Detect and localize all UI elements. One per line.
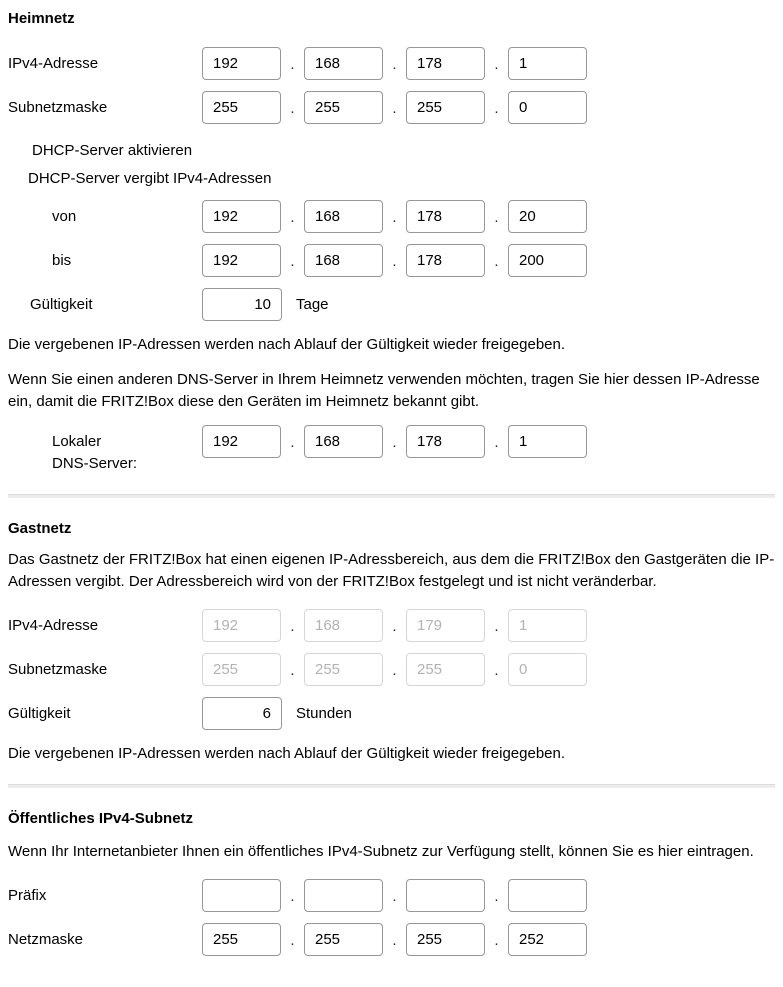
netmask-octet-1[interactable] xyxy=(202,923,281,956)
netmask-octet-3[interactable] xyxy=(406,923,485,956)
netmask-octet-2[interactable] xyxy=(304,923,383,956)
dhcp-to-label: bis xyxy=(52,251,72,269)
gastnetz-subnet-octet-2 xyxy=(304,653,383,686)
heimnetz-ipv4-octet-2[interactable] xyxy=(304,47,383,80)
netmask-row xyxy=(8,923,775,956)
gastnetz-heading: Gastnetz xyxy=(8,520,72,537)
netmask-octet-4[interactable] xyxy=(508,923,587,956)
dhcp-from-octet-3[interactable] xyxy=(406,200,485,233)
ip-dot-separator: . xyxy=(494,618,499,635)
gastnetz-subnet-octet-3 xyxy=(406,653,485,686)
dhcp-to-octet-1[interactable] xyxy=(202,244,281,277)
heimnetz-subnet-octet-4[interactable] xyxy=(508,91,587,124)
section-heimnetz xyxy=(8,10,775,475)
gastnetz-validity-unit: Stunden xyxy=(296,705,352,722)
ip-dot-separator: . xyxy=(494,932,499,949)
heimnetz-release-note: Die vergebenen IP-Adressen werden nach Ablauf der Gültigkeit wieder freigegeben. xyxy=(8,336,566,353)
heimnetz-subnet-octet-1[interactable] xyxy=(202,91,281,124)
ip-dot-separator: . xyxy=(494,56,499,73)
gastnetz-validity-label: Gültigkeit xyxy=(8,704,71,722)
netmask-label: Netzmaske xyxy=(8,930,84,948)
ip-dot-separator: . xyxy=(392,100,397,117)
dhcp-range-rows xyxy=(8,200,775,321)
gastnetz-validity-input[interactable] xyxy=(202,697,282,730)
ip-dot-separator: . xyxy=(494,662,499,679)
section-divider xyxy=(8,494,775,498)
heimnetz-ipv4-row xyxy=(8,47,775,80)
ip-dot-separator: . xyxy=(290,253,295,270)
dhcp-range-label: DHCP-Server vergibt IPv4-Adressen xyxy=(28,170,272,187)
ip-dot-separator: . xyxy=(290,434,295,451)
ip-dot-separator: . xyxy=(494,209,499,226)
gastnetz-subnet-row xyxy=(8,653,775,686)
ip-dot-separator: . xyxy=(392,932,397,949)
gastnetz-ipv4-row xyxy=(8,609,775,642)
local-dns-row xyxy=(8,425,775,475)
public-subnet-heading: Öffentliches IPv4-Subnetz xyxy=(8,810,194,827)
dhcp-to-input-group xyxy=(202,244,587,277)
prefix-input-group xyxy=(202,879,587,912)
heimnetz-subnet-octet-3[interactable] xyxy=(406,91,485,124)
gastnetz-subnet-input-group xyxy=(202,653,587,686)
heimnetz-validity-label: Gültigkeit xyxy=(30,295,93,313)
heimnetz-validity-row xyxy=(8,288,775,321)
heimnetz-ipv4-label: IPv4-Adresse xyxy=(8,54,99,72)
section-divider xyxy=(8,784,775,788)
ip-dot-separator: . xyxy=(290,618,295,635)
ip-dot-separator: . xyxy=(392,209,397,226)
prefix-octet-3[interactable] xyxy=(406,879,485,912)
gastnetz-ipv4-octet-4 xyxy=(508,609,587,642)
ip-dot-separator: . xyxy=(290,888,295,905)
dhcp-to-octet-4[interactable] xyxy=(508,244,587,277)
heimnetz-subnet-input-group xyxy=(202,91,587,124)
ip-dot-separator: . xyxy=(290,56,295,73)
dhcp-from-label: von xyxy=(52,207,77,225)
section-gastnetz xyxy=(8,520,775,765)
prefix-label: Präfix xyxy=(8,886,47,904)
ip-dot-separator: . xyxy=(392,56,397,73)
dhcp-server-block xyxy=(8,143,775,186)
gastnetz-ipv4-octet-3 xyxy=(406,609,485,642)
gastnetz-subnet-label: Subnetzmaske xyxy=(8,660,108,678)
gastnetz-subnet-octet-1 xyxy=(202,653,281,686)
heimnetz-heading: Heimnetz xyxy=(8,10,75,27)
ip-dot-separator: . xyxy=(290,209,295,226)
ip-dot-separator: . xyxy=(392,434,397,451)
heimnetz-validity-input[interactable] xyxy=(202,288,282,321)
local-dns-octet-1[interactable] xyxy=(202,425,281,458)
gastnetz-ipv4-octet-1 xyxy=(202,609,281,642)
prefix-row xyxy=(8,879,775,912)
ip-dot-separator: . xyxy=(392,618,397,635)
heimnetz-validity-unit: Tage xyxy=(296,296,329,313)
heimnetz-ipv4-input-group xyxy=(202,47,587,80)
dhcp-to-octet-2[interactable] xyxy=(304,244,383,277)
dhcp-to-octet-3[interactable] xyxy=(406,244,485,277)
heimnetz-subnet-octet-2[interactable] xyxy=(304,91,383,124)
gastnetz-ipv4-label: IPv4-Adresse xyxy=(8,616,99,634)
ip-dot-separator: . xyxy=(494,253,499,270)
ip-dot-separator: . xyxy=(392,888,397,905)
ip-dot-separator: . xyxy=(392,253,397,270)
dhcp-from-octet-4[interactable] xyxy=(508,200,587,233)
ip-dot-separator: . xyxy=(290,932,295,949)
gastnetz-release-note: Die vergebenen IP-Adressen werden nach Ablauf der Gültigkeit wieder freigegeben. xyxy=(8,745,566,762)
dhcp-from-octet-2[interactable] xyxy=(304,200,383,233)
ip-dot-separator: . xyxy=(392,662,397,679)
netmask-input-group xyxy=(202,923,587,956)
public-subnet-intro: Wenn Ihr Internetanbieter Ihnen ein öffentliches IPv4-Subnetz zur Verfügung stellt, können Sie es hier eintragen. xyxy=(8,843,754,860)
section-public-subnet xyxy=(8,810,775,956)
prefix-octet-4[interactable] xyxy=(508,879,587,912)
local-dns-octet-4[interactable] xyxy=(508,425,587,458)
gastnetz-ipv4-octet-2 xyxy=(304,609,383,642)
dhcp-enable-label[interactable]: DHCP-Server aktivieren xyxy=(32,142,193,159)
dhcp-to-row xyxy=(8,244,775,277)
heimnetz-ipv4-octet-3[interactable] xyxy=(406,47,485,80)
gastnetz-subnet-octet-4 xyxy=(508,653,587,686)
ip-dot-separator: . xyxy=(494,434,499,451)
gastnetz-intro: Das Gastnetz der FRITZ!Box hat einen eigenen IP-Adressbereich, aus dem die FRITZ!Box den Gastgeräten die IP-Adressen vergibt. Der Adressbereich wird von der FRITZ!Box festgelegt und ist nicht veränderbar. xyxy=(8,551,775,590)
heimnetz-dns-note: Wenn Sie einen anderen DNS-Server in Ihrem Heimnetz verwenden möchten, tragen Sie hier dessen IP-Adresse ein, damit die FRITZ!Box diese den Geräten im Heimnetz bekannt gibt. xyxy=(8,371,760,410)
prefix-octet-2[interactable] xyxy=(304,879,383,912)
dhcp-from-row xyxy=(8,200,775,233)
gastnetz-ipv4-input-group xyxy=(202,609,587,642)
heimnetz-subnet-row xyxy=(8,91,775,124)
ip-dot-separator: . xyxy=(290,100,295,117)
ip-dot-separator: . xyxy=(494,100,499,117)
local-dns-input-group xyxy=(202,425,587,458)
dhcp-from-input-group xyxy=(202,200,587,233)
gastnetz-validity-row xyxy=(8,697,775,730)
dhcp-from-octet-1[interactable] xyxy=(202,200,281,233)
ip-dot-separator: . xyxy=(290,662,295,679)
heimnetz-subnet-label: Subnetzmaske xyxy=(8,98,108,116)
local-dns-octet-3[interactable] xyxy=(406,425,485,458)
local-dns-octet-2[interactable] xyxy=(304,425,383,458)
heimnetz-ipv4-octet-1[interactable] xyxy=(202,47,281,80)
local-dns-label: Lokaler DNS-Server: xyxy=(52,433,138,472)
ip-dot-separator: . xyxy=(494,888,499,905)
heimnetz-ipv4-octet-4[interactable] xyxy=(508,47,587,80)
prefix-octet-1[interactable] xyxy=(202,879,281,912)
